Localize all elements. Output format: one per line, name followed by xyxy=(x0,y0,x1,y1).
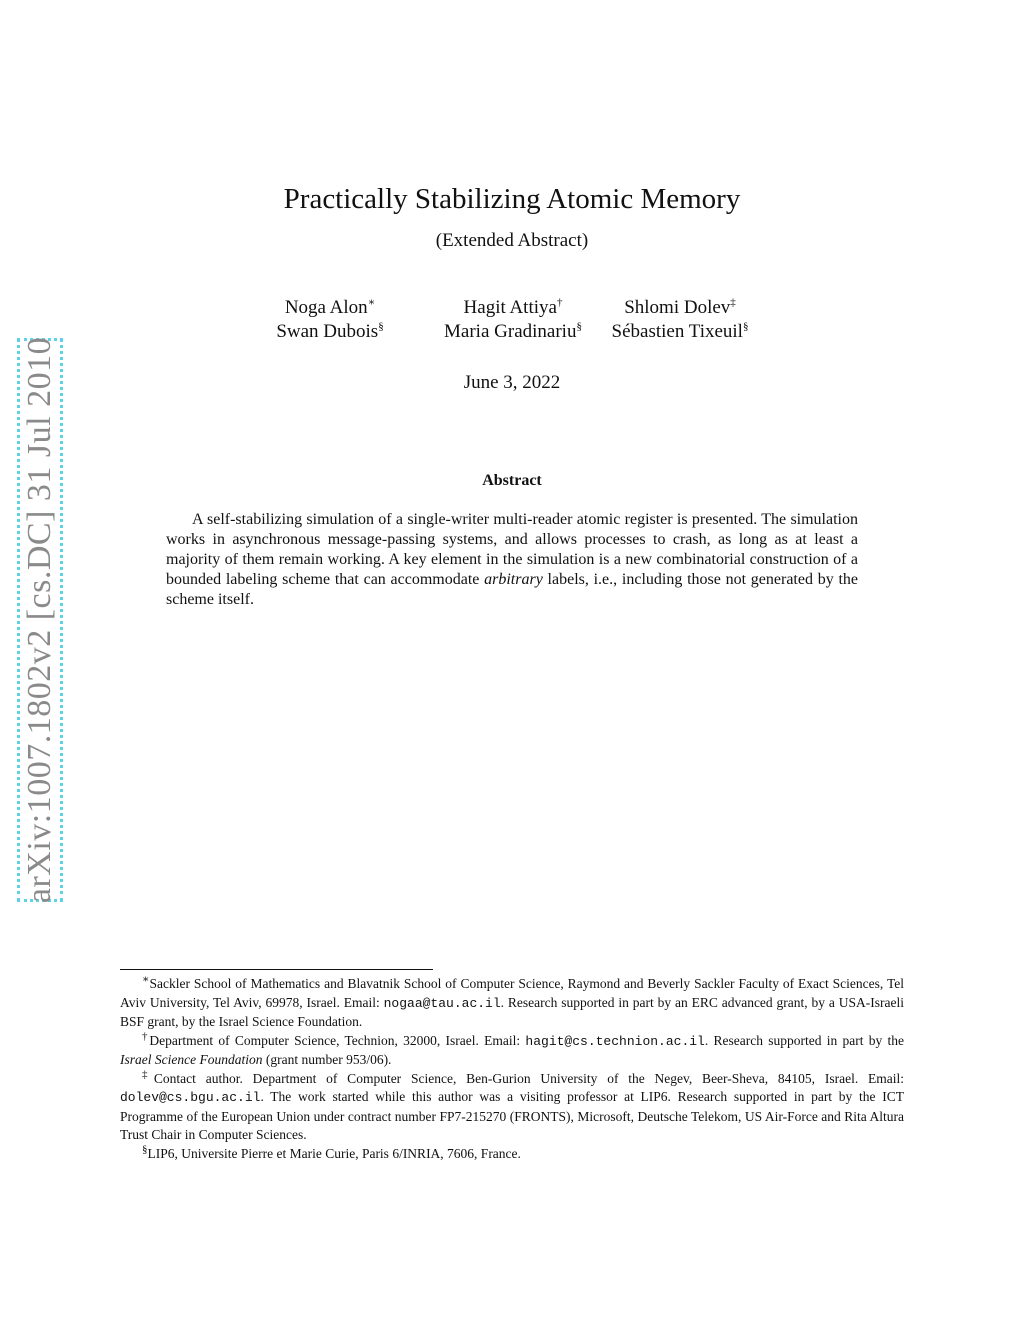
email-link[interactable]: dolev@cs.bgu.ac.il xyxy=(120,1090,261,1105)
footnote: †Department of Computer Science, Technion, 32000, Israel. Email: hagit@cs.technion.ac.il. Research supported in part by the Israel Science Foundation (grant number 953/06). xyxy=(120,1030,904,1067)
author: Noga Alon∗ xyxy=(284,296,376,318)
paper-subtitle: (Extended Abstract) xyxy=(435,230,589,251)
footnote: §LIP6, Universite Pierre et Marie Curie, Paris 6/INRIA, 7606, France. xyxy=(142,1143,521,1161)
paper-title: Practically Stabilizing Atomic Memory xyxy=(283,183,741,215)
arxiv-stamp-text: arXiv:1007.1802v2 [cs.DC] 31 Jul 2010 xyxy=(21,336,58,904)
author: Sébastien Tixeuil§ xyxy=(611,320,749,342)
email-link[interactable]: nogaa@tau.ac.il xyxy=(383,995,501,1011)
email-link[interactable]: hagit@cs.technion.ac.il xyxy=(525,1033,705,1049)
author: Shlomi Dolev‡ xyxy=(624,296,736,318)
footnote-rule xyxy=(120,969,433,970)
paper-date: June 3, 2022 xyxy=(463,372,561,393)
abstract-heading: Abstract xyxy=(482,472,542,489)
author: Hagit Attiya† xyxy=(463,296,563,318)
footnotes xyxy=(120,975,904,1163)
author: Maria Gradinariu§ xyxy=(444,320,582,342)
author: Swan Dubois§ xyxy=(276,320,384,342)
footnote: ∗Sackler School of Mathematics and Blavatnik School of Computer Science, Raymond and Beverly Sackler Faculty of Exact Sciences, Tel Aviv University, Tel Aviv, 69978, Israel. Email: nogaa@tau.ac.il. Research supported in part by an ERC advanced grant, by a USA-Israeli BSF grant, by the Israel Science Foundation. xyxy=(120,973,904,1029)
footnote: ‡Contact author. Department of Computer Science, Ben-Gurion University of the Negev, Beer-Sheva, 84105, Israel. Email: dolev@cs.bgu.ac.il. The work started while this author was a visiting professor at LIP6. Research supported in part by the ICT Programme of the European Union under contract number FP7-215270 (FRONTS), Microsoft, Deutsche Telekom, US Air-Force and Rita Altura Trust Chair in Computer Sciences. xyxy=(120,1068,904,1142)
abstract-body: A self-stabilizing simulation of a single-writer multi-reader atomic register is presented. The simulation works in asynchronous message-passing systems, and allows processes to crash, as long as at least a majority of them remain working. A key element in the simulation is a new combinatorial construction of a bounded labeling scheme that can accommodate arbitrary labels, i.e., including those not generated by the scheme itself. xyxy=(166,511,859,608)
arxiv-stamp xyxy=(17,338,63,902)
